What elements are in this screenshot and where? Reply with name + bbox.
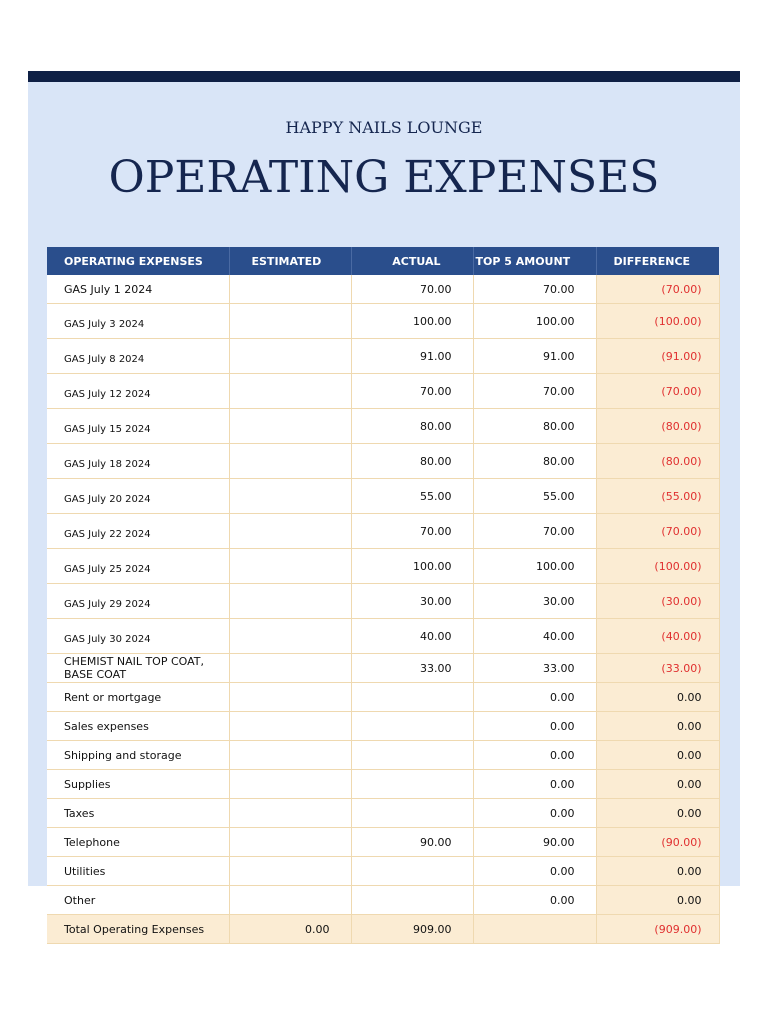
expense-name-cell[interactable]: GAS July 29 2024	[47, 584, 229, 619]
top-5-amount-cell[interactable]: 0.00	[473, 770, 596, 799]
table-row	[47, 799, 719, 828]
top-5-amount-cell[interactable]: 33.00	[473, 654, 596, 683]
expense-name-cell[interactable]: Shipping and storage	[47, 741, 229, 770]
difference-cell: 0.00	[596, 712, 719, 741]
actual-cell[interactable]: 70.00	[351, 374, 473, 409]
top-5-amount-cell[interactable]: 0.00	[473, 857, 596, 886]
difference-cell: (90.00)	[596, 828, 719, 857]
actual-cell[interactable]: 80.00	[351, 409, 473, 444]
estimated-cell[interactable]	[229, 444, 351, 479]
table-header-row	[47, 247, 719, 275]
column-header-actual[interactable]: ACTUAL	[351, 247, 473, 275]
header-bar	[28, 71, 740, 82]
expense-name-cell[interactable]: GAS July 8 2024	[47, 339, 229, 374]
actual-cell[interactable]	[351, 770, 473, 799]
expense-name-cell[interactable]: GAS July 25 2024	[47, 549, 229, 584]
company-name: HAPPY NAILS LOUNGE	[285, 118, 483, 137]
difference-cell: (80.00)	[596, 409, 719, 444]
top-5-amount-cell[interactable]: 0.00	[473, 799, 596, 828]
top-5-amount-cell[interactable]: 0.00	[473, 712, 596, 741]
expenses-table	[47, 247, 720, 944]
table-row	[47, 304, 719, 339]
top-5-amount-cell[interactable]: 100.00	[473, 549, 596, 584]
top-5-amount-cell[interactable]: 0.00	[473, 741, 596, 770]
expense-name-cell[interactable]: Rent or mortgage	[47, 683, 229, 712]
estimated-cell[interactable]	[229, 549, 351, 584]
estimated-cell[interactable]	[229, 683, 351, 712]
estimated-cell[interactable]	[229, 479, 351, 514]
actual-cell[interactable]	[351, 683, 473, 712]
difference-cell: (100.00)	[596, 549, 719, 584]
estimated-cell[interactable]	[229, 514, 351, 549]
difference-cell: (40.00)	[596, 619, 719, 654]
estimated-cell[interactable]	[229, 409, 351, 444]
expense-name-cell[interactable]: Utilities	[47, 857, 229, 886]
expense-name-cell[interactable]: GAS July 1 2024	[47, 275, 229, 304]
actual-cell[interactable]: 55.00	[351, 479, 473, 514]
top-5-amount-cell[interactable]: 90.00	[473, 828, 596, 857]
table-row	[47, 409, 719, 444]
actual-cell[interactable]: 100.00	[351, 304, 473, 339]
actual-cell[interactable]: 70.00	[351, 275, 473, 304]
difference-cell: 0.00	[596, 799, 719, 828]
actual-cell[interactable]: 33.00	[351, 654, 473, 683]
expense-name-cell[interactable]: CHEMIST NAIL TOP COAT, BASE COAT	[47, 654, 229, 683]
difference-cell: 0.00	[596, 770, 719, 799]
expense-name-cell[interactable]: Other	[47, 886, 229, 915]
difference-cell: 0.00	[596, 741, 719, 770]
table-row	[47, 857, 719, 886]
table-row	[47, 619, 719, 654]
table-row	[47, 828, 719, 857]
actual-cell[interactable]	[351, 857, 473, 886]
estimated-cell[interactable]	[229, 275, 351, 304]
table-row	[47, 584, 719, 619]
difference-cell: (100.00)	[596, 304, 719, 339]
estimated-cell[interactable]	[229, 857, 351, 886]
estimated-cell[interactable]	[229, 374, 351, 409]
table-row	[47, 770, 719, 799]
table-row	[47, 654, 719, 683]
top-5-amount-cell[interactable]: 70.00	[473, 374, 596, 409]
estimated-cell[interactable]	[229, 770, 351, 799]
actual-cell[interactable]: 909.00	[351, 915, 473, 944]
difference-cell: 0.00	[596, 886, 719, 915]
difference-cell: (91.00)	[596, 339, 719, 374]
table-row	[47, 275, 719, 304]
difference-cell: (55.00)	[596, 479, 719, 514]
expense-name-cell[interactable]: GAS July 20 2024	[47, 479, 229, 514]
difference-cell: (80.00)	[596, 444, 719, 479]
difference-cell: 0.00	[596, 683, 719, 712]
table-row	[47, 683, 719, 712]
estimated-cell[interactable]	[229, 339, 351, 374]
estimated-cell[interactable]	[229, 741, 351, 770]
table-row	[47, 444, 719, 479]
actual-cell[interactable]: 30.00	[351, 584, 473, 619]
difference-cell: (30.00)	[596, 584, 719, 619]
document-panel	[28, 82, 740, 936]
expense-name-cell[interactable]: GAS July 12 2024	[47, 374, 229, 409]
table-row	[47, 514, 719, 549]
expense-name-cell[interactable]: GAS July 18 2024	[47, 444, 229, 479]
table-row	[47, 339, 719, 374]
table-row	[47, 712, 719, 741]
estimated-cell[interactable]: 0.00	[229, 915, 351, 944]
expense-name-cell[interactable]: GAS July 15 2024	[47, 409, 229, 444]
top-5-amount-cell[interactable]: 0.00	[473, 886, 596, 915]
actual-cell[interactable]	[351, 712, 473, 741]
difference-cell: (909.00)	[596, 915, 719, 944]
actual-cell[interactable]	[351, 799, 473, 828]
estimated-cell[interactable]	[229, 654, 351, 683]
column-header-difference[interactable]: DIFFERENCE	[596, 247, 719, 275]
expense-name-cell[interactable]: GAS July 22 2024	[47, 514, 229, 549]
expense-name-cell[interactable]: Sales expenses	[47, 712, 229, 741]
estimated-cell[interactable]	[229, 828, 351, 857]
difference-cell: (33.00)	[596, 654, 719, 683]
actual-cell[interactable]	[351, 741, 473, 770]
actual-cell[interactable]: 80.00	[351, 444, 473, 479]
actual-cell[interactable]: 40.00	[351, 619, 473, 654]
table-row	[47, 374, 719, 409]
top-5-amount-cell[interactable]	[473, 915, 596, 944]
expense-name-cell[interactable]: GAS July 3 2024	[47, 304, 229, 339]
actual-cell[interactable]	[351, 886, 473, 915]
top-5-amount-cell[interactable]: 91.00	[473, 339, 596, 374]
top-5-amount-cell[interactable]: 80.00	[473, 409, 596, 444]
top-5-amount-cell[interactable]: 55.00	[473, 479, 596, 514]
column-header-estimated[interactable]: ESTIMATED	[229, 247, 351, 275]
expense-name-cell[interactable]: Telephone	[47, 828, 229, 857]
column-header-top-5-amount[interactable]: TOP 5 AMOUNT	[473, 247, 596, 275]
table-row	[47, 479, 719, 514]
estimated-cell[interactable]	[229, 619, 351, 654]
top-5-amount-cell[interactable]: 40.00	[473, 619, 596, 654]
actual-cell[interactable]: 90.00	[351, 828, 473, 857]
total-row	[47, 915, 719, 944]
page-title: OPERATING EXPENSES	[108, 152, 660, 203]
top-5-amount-cell[interactable]: 100.00	[473, 304, 596, 339]
estimated-cell[interactable]	[229, 584, 351, 619]
top-5-amount-cell[interactable]: 0.00	[473, 683, 596, 712]
actual-cell[interactable]: 91.00	[351, 339, 473, 374]
difference-cell: 0.00	[596, 857, 719, 886]
column-header-operating-expenses[interactable]: OPERATING EXPENSES	[47, 247, 229, 275]
actual-cell[interactable]: 70.00	[351, 514, 473, 549]
expense-name-cell[interactable]: GAS July 30 2024	[47, 619, 229, 654]
estimated-cell[interactable]	[229, 799, 351, 828]
top-5-amount-cell[interactable]: 80.00	[473, 444, 596, 479]
expense-name-cell[interactable]: Supplies	[47, 770, 229, 799]
expense-name-cell[interactable]: Total Operating Expenses	[47, 915, 229, 944]
estimated-cell[interactable]	[229, 712, 351, 741]
top-5-amount-cell[interactable]: 70.00	[473, 275, 596, 304]
actual-cell[interactable]: 100.00	[351, 549, 473, 584]
difference-cell: (70.00)	[596, 374, 719, 409]
estimated-cell[interactable]	[229, 886, 351, 915]
difference-cell: (70.00)	[596, 275, 719, 304]
expense-name-cell[interactable]: Taxes	[47, 799, 229, 828]
table-row	[47, 741, 719, 770]
top-5-amount-cell[interactable]: 30.00	[473, 584, 596, 619]
difference-cell: (70.00)	[596, 514, 719, 549]
table-row	[47, 886, 719, 915]
estimated-cell[interactable]	[229, 304, 351, 339]
table-row	[47, 549, 719, 584]
top-5-amount-cell[interactable]: 70.00	[473, 514, 596, 549]
